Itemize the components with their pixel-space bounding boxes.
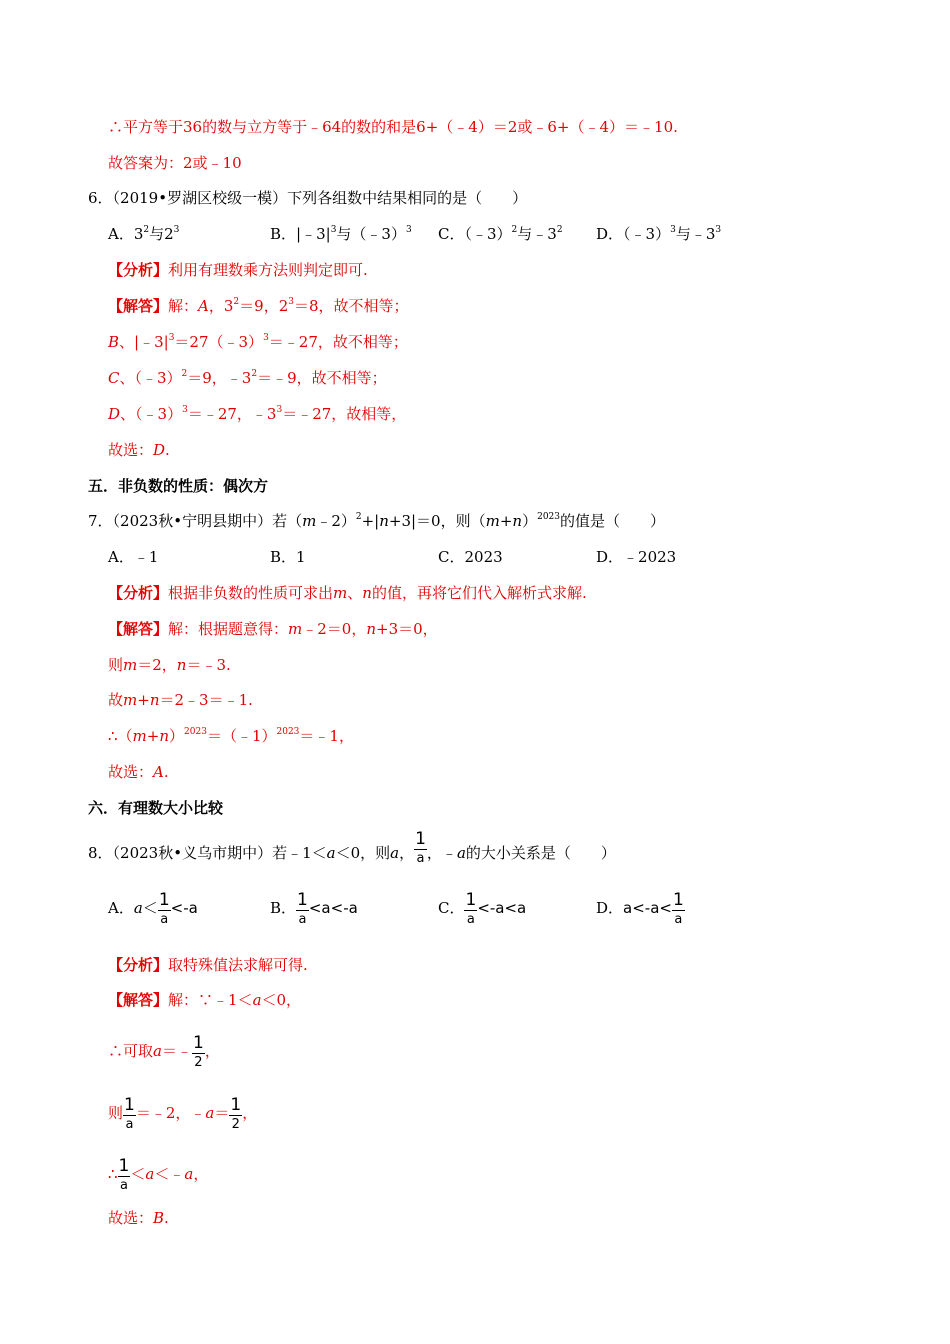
q6-analysis: 【分析】利用有理数乘方法则判定即可. bbox=[108, 261, 368, 279]
q8-option-b: B． $\frac{1}{a}$ <a<-a bbox=[270, 890, 358, 927]
q7-option-d: D．﹣2023 bbox=[596, 548, 677, 566]
q6-solution-d: D、（﹣3）$^3$＝﹣27，$﹣3^3=﹣27$，故相等， bbox=[108, 405, 407, 423]
q7-solution-2: 则m＝2，n＝﹣3. bbox=[108, 656, 231, 674]
answer-line: 故答案为：2或﹣10 bbox=[108, 154, 242, 172]
q7-option-a: A．﹣1 bbox=[108, 548, 159, 566]
q7-solution-3: 故m+n＝2﹣3＝﹣1. bbox=[108, 691, 253, 709]
q8-analysis: 【分析】取特殊值法求解可得. bbox=[108, 956, 308, 974]
q6-solution-c: C、（﹣3）$^2$＝9，$﹣3^2=﹣9$，故不相等； bbox=[108, 369, 387, 387]
question-6-stem: 6．（2019•罗湖区校级一模）下列各组数中结果相同的是（ ） bbox=[88, 189, 528, 207]
question-8-stem: 8．（2023秋•义乌市期中）若﹣1＜a＜0，则a， $\frac{1}{a}$ ，﹣a的大小关系是（ ） bbox=[88, 829, 616, 866]
q7-solution-4: $\therefore(m+n)^{2023}=(﹣1)^{2023}=﹣1$， bbox=[108, 727, 354, 745]
q6-choice: 故选：D. bbox=[108, 441, 170, 459]
q7-choice: 故选：A. bbox=[108, 763, 169, 781]
section-5-heading: 五．非负数的性质：偶次方 bbox=[88, 477, 269, 495]
q6-option-a: A．$3^2$与$2^3$ bbox=[108, 225, 180, 243]
q8-option-c: C． $\frac{1}{a}$ <-a<a bbox=[438, 890, 527, 927]
q6-solution-b: B、$|﹣3|^3=27(﹣3)^3=﹣27$，故不相等； bbox=[108, 333, 408, 351]
section-6-heading: 六．有理数大小比较 bbox=[88, 799, 224, 817]
q6-solution-a: 【解答】解：A，$3^2=9$，$2^3=8$，故不相等； bbox=[108, 297, 409, 315]
q8-option-a: A．a＜ $\frac{1}{a}$ <-a bbox=[108, 890, 198, 927]
q7-analysis: 【分析】根据非负数的性质可求出m、n的值，再将它们代入解析式求解. bbox=[108, 584, 587, 602]
q6-option-d: D．（﹣3）$^3$与$﹣3^3$ bbox=[596, 225, 722, 243]
q7-option-b: B．1 bbox=[270, 548, 306, 566]
q8-solution-2: ∴可取a＝﹣ $\frac{1}{2}$ ， bbox=[108, 1033, 220, 1070]
q6-option-b: B．$|﹣3|^3$与（﹣3）$^3$ bbox=[270, 225, 412, 243]
q6-option-c: C．（﹣3）$^2$与$﹣3^2$ bbox=[438, 225, 563, 243]
question-7-stem: 7．（2023秋•宁明县期中）若（m﹣2）$^2$+|n+3|＝0，则$(m+n)^{2023}$的值是（ ） bbox=[88, 512, 666, 530]
q8-option-d: D．a<-a< $\frac{1}{a}$ bbox=[596, 890, 684, 927]
q7-option-c: C．2023 bbox=[438, 548, 503, 566]
q8-solution-1: 【解答】解：∵﹣1＜a＜0， bbox=[108, 991, 302, 1009]
solution-conclusion-line: ∴平方等于36的数与立方等于﹣64的数的和是6+（﹣4）＝2或﹣6+（﹣4）＝﹣10. bbox=[108, 118, 678, 136]
q7-solution-1: 【解答】解：根据题意得：m﹣2＝0，n+3＝0， bbox=[108, 620, 438, 638]
q8-solution-3: 则 $\frac{1}{a}$ ＝﹣2，﹣a＝ $\frac{1}{2}$ ， bbox=[108, 1095, 258, 1132]
q8-solution-4: ∴ $\frac{1}{a}$ ＜a＜﹣a， bbox=[108, 1156, 209, 1193]
q8-choice: 故选：B. bbox=[108, 1209, 169, 1227]
